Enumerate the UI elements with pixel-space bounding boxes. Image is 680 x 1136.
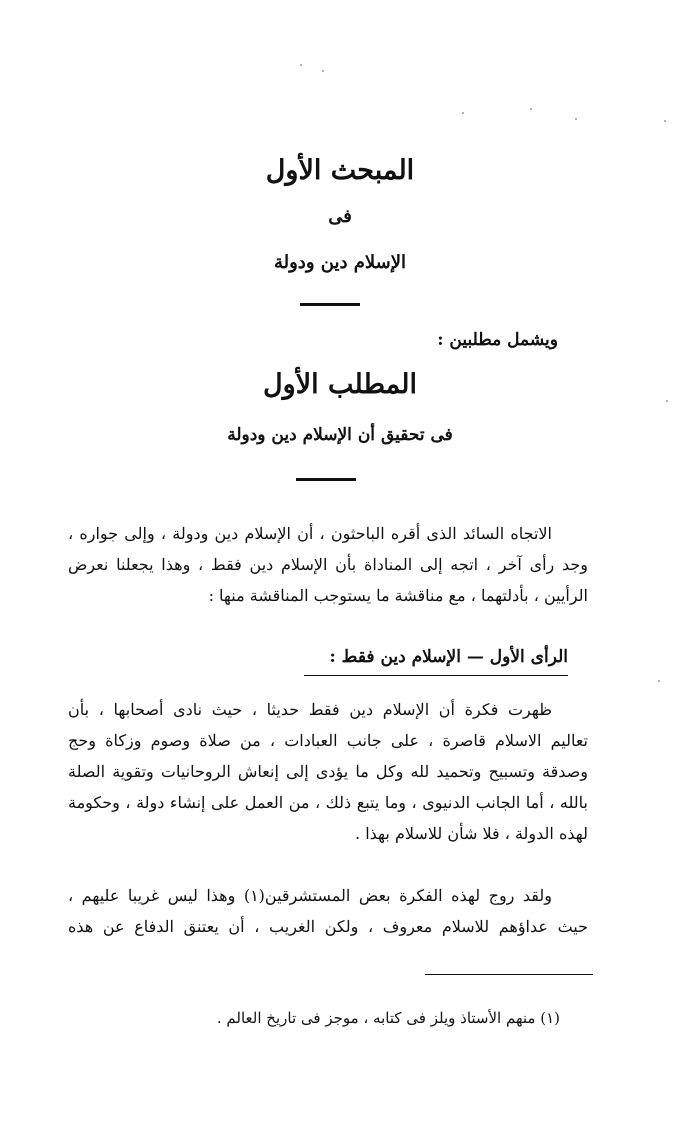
scan-speck xyxy=(530,108,532,110)
paragraph-line: وجد رأى آخر ، اتجه إلى المناداة بأن الإسلام دين فقط ، وهذا يجعلنا نعرض xyxy=(68,555,588,574)
scan-speck xyxy=(664,120,666,122)
paragraph-line: وصدقة وتسبيح وتحميد لله وكل ما يؤدى إلى إنعاش الروحانيات وتقوية الصلة xyxy=(68,762,588,781)
scan-speck xyxy=(575,118,577,120)
scan-speck xyxy=(462,112,464,114)
section-subtitle: الإسلام دين ودولة xyxy=(273,252,407,273)
chapter-subtitle: فى تحقيق أن الإسلام دين ودولة xyxy=(227,425,453,445)
scan-speck xyxy=(300,64,302,66)
scan-speck xyxy=(322,70,324,72)
paragraph-line: ولقد روج لهذه الفكرة بعض المستشرقين(١) وهذا ليس غريبا عليهم ، xyxy=(68,886,552,905)
paragraph-orientalists xyxy=(68,880,588,942)
chapter-divider xyxy=(296,478,356,481)
footnote: (١) منهم الأستاذ ويلز فى كتابه ، موجز فى تاريخ العالم . xyxy=(216,1009,560,1027)
scan-speck xyxy=(658,680,660,682)
paragraph-intro xyxy=(68,518,588,611)
paragraph-line: ظهرت فكرة أن الإسلام دين فقط حديثا ، حيث نادى أصحابها ، بأن xyxy=(68,700,552,719)
chapter-title: المطلب الأول xyxy=(263,369,417,400)
section-title: المبحث الأول xyxy=(265,155,415,186)
paragraph-line: الاتجاه السائد الذى أقره الباحثون ، أن الإسلام دين ودولة ، وإلى جواره ، xyxy=(68,524,552,543)
paragraph-line: لهذه الدولة ، فلا شأن للاسلام بهذا . xyxy=(355,824,588,843)
paragraph-line: حيث عداؤهم للاسلام معروف ، ولكن الغريب ، أن يعتنق الدفاع عن هذه xyxy=(68,917,588,936)
footnote-separator xyxy=(425,974,593,975)
paragraph-line: الرأيين ، بأدلتهما ، مع مناقشة ما يستوجب المناقشة منها : xyxy=(208,586,588,605)
opinion-heading: الرأى الأول — الإسلام دين فقط : xyxy=(329,647,568,667)
paragraph-opinion xyxy=(68,694,588,849)
opinion-heading-underline xyxy=(304,675,568,676)
section-divider xyxy=(300,303,360,306)
section-fi: فى xyxy=(328,206,352,227)
paragraph-line: تعاليم الاسلام قاصرة ، على جانب العبادات ، من صلاة وصوم وزكاة وحج xyxy=(68,731,588,750)
intro-line: ويشمل مطلبين : xyxy=(437,330,558,350)
paragraph-line: بالله ، أما الجانب الدنيوى ، وما يتبع ذلك ، من العمل على إنشاء دولة ، وحكومة xyxy=(68,793,588,812)
